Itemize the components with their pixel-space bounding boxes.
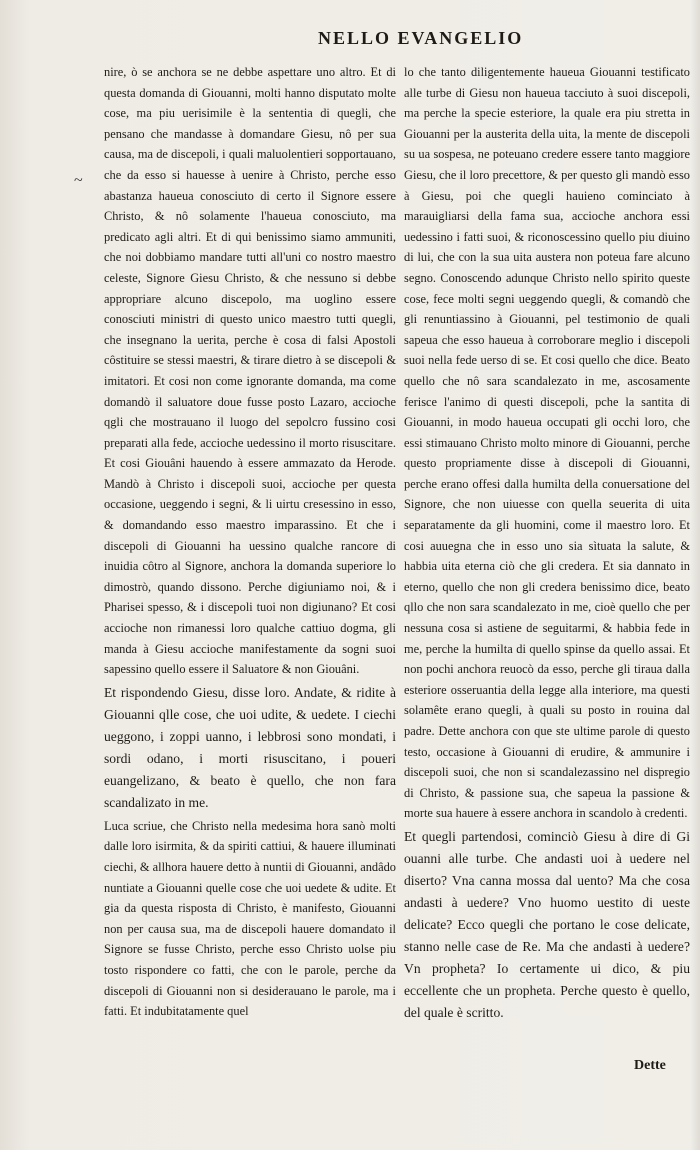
left-text-column <box>104 62 396 1102</box>
margin-annotation: ~ <box>74 172 83 189</box>
paragraph: Luca scriue, che Christo nella medesima hora sanò molti dalle loro isirmita, & da spiriti cattiui, & hauere illuminati ciechi, & allhora hauere detto à nuntii di Giouanni, andâdo nuntiate a Giouanni quelle cose che uoi uedete & udite. Et gia da questa risposta di Christo, è manifesto, Giouanni non per causa sua, ma de discepoli hauere domandato il Signore se fusse Christo, perche esso Christo uolse piu tosto rispondere co fatti, che con le parole, perche da discepoli di Giouanni non si desiderauano le parole, ma i fatti. Et indubitatamente quel <box>104 818 396 1019</box>
page-edge-shadow <box>690 0 700 1150</box>
gospel-quote-paragraph: Et rispondendo Giesu, disse loro. Andate, & ridite à Giouanni qlle cose, che uoi udite, & uedete. I ciechi ueggono, i zoppi uanno, i lebbrosi sono mondati, i sordi odano, i morti risuscitano, i poueri euangelizano, & beato è quello, che non fara scandalizato in me. <box>104 684 396 810</box>
gospel-quote-paragraph: Et quegli partendosi, cominciò Giesu à dire di Gi ouanni alle turbe. Che andasti uoi à uedere nel diserto? Vna canna mossa dal uento? Ma che cosa andasti à uedere? Vno huomo uestito di ueste delicate? Ecco quegli che portano le cose delicate, stanno nelle case de Re. Ma che andasti à uedere? Vn propheta? Io certamente ui dico, & piu eccellente che un propheta. Perche questo è quello, del quale è scritto. <box>404 828 690 1020</box>
running-title: NELLO EVANGELIO <box>318 28 524 48</box>
right-text-column <box>404 62 690 1092</box>
paragraph: nire, ò se anchora se ne debbe aspettare uno altro. Et di questa domanda di Giouanni, molti hanno disputato molte cose, ma piu uerisimile è la sententia di quegli, che pensano che mandasse à domandare Giesu, nô per sua causa, ma de discepoli, i quali maluolentieri sopportauano, che da esso si hauesse à uenire à Christo, perche esso abastanza haueua conosciuto di certo il Signore essere Christo, & nô solamente l'haueua conosciuto, ma predicato agli altri. Et di qui benissimo siamo ammuniti, che noi dobbiamo mandare tutti all'uni co nostro maestro celeste, Signore Giesu Christo, & che nessuno si debbe appropriare alcuno discepolo, ma uoglino essere conosciuti ministri di questo unico maestro tutti quegli, che insegnano la uerita, perche è cosa di falsi Apostoli côstituire se stessi maestri, & tirare dietro à se discepoli & imitatori. Et cosi non come ignorante domanda, ma come domandò il saluatore doue fusse posto Lazaro, accioche qgli che mostrauano il luogo del sepolcro fussino cosi preparati alla fede, accioche uedessino il morto risuscitare. Et cosi Giouâni hauendo à essere ammazato da Herode. Mandò à Christo i discepoli suoi, accioche per questa occasione, ueggendo i segni, & li uirtu cresessino in esso, & domandando esso maestro imparassino. Et che i discepoli di Giouanni ha uessino qualche rancore di inuidia côtro al Signore, anchora la domanda superiore lo dimostrò, quando dissono. Perche digiuniamo noi, & i Pharisei spesso, & i discepoli tuoi non digiunano? Et cosi accioche non rimanessi loro qualche cattiuo dogma, gli manda à Giesu accioche manifestamente da sogni suoi sapessino quello essere il Saluatore & non Giouâni. <box>104 65 396 677</box>
catchword: Dette <box>634 1058 666 1073</box>
paragraph: lo che tanto diligentemente haueua Giouanni testificato alle turbe di Giesu non haueua tacciuto à suoi discepoli, ma perche la specie esteriore, la quale era piu stretta in Giouanni per la austerita della uita, la mente de discepoli su ua sospesa, ne poteuano credere essere tanto maggiore Giesu, che il loro precettore, & per questo gli mandò esso à Giesu, poi che quegli hauieno cominciato à marauigliarsi della fama sua, accioche anchora essi uedessino i fatti suoi, & riconoscessino quello piu diuino di lui, che con la sua uita austera non poteua fare alcuno segno. Conoscendo adunque Christo nello spirito queste cose, fece molti segni ueggendo quegli, & comandò che gli renuntiassino à Giouanni, pel testimonio de quali sapeua che esso haueua à corroborare meglio i discepoli suoi nella fede uerso di se. Et cosi quello che dice. Beato quello che nô sara scandalezato in me, ascosamente feriscе l'animo di questi discepoli, pche la santita di Giouanni, in modo haueua occupati gli occhi loro, che essi stimauano Christo molto minore di Giouanni, perche questo propriamente disse à discepoli di Giouanni, perche erano offesi dalla humilta della conuersatione del Signore, che non uiuesse con quella seuerita di uita separatamente da gli huomini, come il maestro loro. Et cosi auuegna che in esso uno sia sìtuata la salute, & habbia uita eterna ciò che gli credera. Et sia dannato in eterno, quello che non gli credera benissimo dice, beato qllo che non sara scandalezato in me, cioè quello che per nessuna cosa si astiene de seguitarmi, & habbia fede in me, perche la humilta di quello spinse da quello assai. Et non pochi anchora reuocò da esso, perche gli tiraua dalla esteriore osseruantia della legge alla interiore, ma questi solamête erano quegli, à quali su posto in rouina dal padre. Dette anchora con que ste ultime parole di questo testo, occasione à Giouanni di erudire, & ammunire i discepoli suoi, che non si scandalezassino nel dispregio di Christo, & passione sua, che sapeua la passione & morte sua hauere à essere anchora in scandolo à credenti. <box>404 65 690 821</box>
